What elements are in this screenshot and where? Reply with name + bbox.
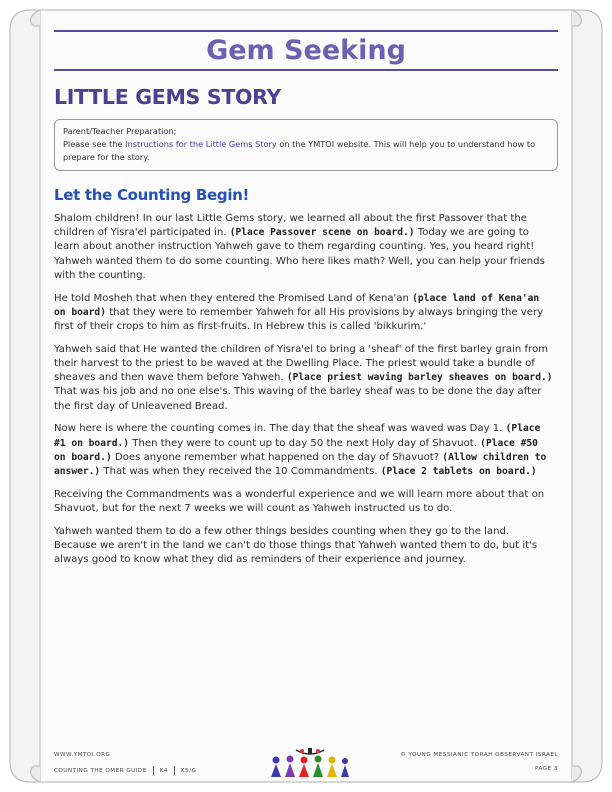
stage-direction: (Allow children to answer.) [54, 451, 547, 478]
story-text: Receiving the Commandments was a wonderful experience and we will learn more about that on Shavuot, but for the next 7 weeks we will count as Yahweh instructed us to do. [54, 488, 545, 515]
preparation-heading: Parent/Teacher Preparation; [63, 126, 177, 136]
stage-direction: (place land of Kena'an on board) [54, 292, 540, 318]
story-paragraph [54, 422, 554, 479]
preparation-text-after: on the YMTOI website. This will help you to understand how to prepare for the story. [63, 139, 536, 162]
story-text: Then they were to count up to day 50 the next Holy day of Shavuot. [129, 437, 481, 449]
footer-guide-info [54, 766, 196, 775]
story-text: He told Mosheh that when they entered the Promised Land of Kena'an [54, 292, 413, 304]
footer-copyright: © YOUNG MESSIANIC TORAH OBSERVANT ISRAEL [400, 752, 558, 758]
story-text: Today we are going to learn about another instruction Yahweh gave to them regarding counting. Yes, you heard right! Yahweh wanted them to do some counting. Who here likes math? Well, you can help your friends with the counting. [54, 227, 545, 281]
stage-direction: (Place #50 on board.) [54, 437, 538, 463]
story-text: That was his job and no one else's. This waving of the barley sheaf was to be done the day after the first day of Unleavened Bread. [54, 386, 542, 412]
story-heading: Let the Counting Begin! [54, 186, 250, 204]
story-text: Yahweh wanted them to do a few other things besides counting when they go to the land. Because we aren't in the land we can't do those things that Yahweh wanted them to do, but it's always good to know what they did as reminders of their experience and journey. [54, 525, 538, 566]
story-text: that they were to remember Yahweh for all His provisions by always bringing the very first of their crops to him as first-fruits. In Hebrew this is called 'bikkurim.' [54, 306, 544, 333]
story-text: That was when they received the 10 Commandments. [100, 466, 381, 478]
footer-website[interactable]: WWW.YMTOI.ORG [54, 752, 111, 758]
preparation-text [63, 138, 551, 164]
story-paragraph [54, 525, 554, 568]
footer-separator [174, 766, 175, 775]
ymtoi-logo [268, 746, 352, 780]
stage-direction: (Place Passover scene on board.) [229, 227, 415, 239]
section-title: LITTLE GEMS STORY [54, 85, 282, 109]
preparation-text-before: Please see the [63, 139, 126, 149]
stage-direction: (Place priest waving barley sheaves on board.) [286, 372, 553, 384]
footer-guide: COUNTING THE OMER GUIDE [54, 768, 147, 774]
story-paragraph [54, 488, 554, 516]
story-text: Now here is where the counting comes in. The day that the sheaf was waved was Day 1. [54, 423, 506, 435]
footer-grade-2: K5/G [180, 768, 197, 774]
story-body [54, 212, 554, 567]
story-text: Does anyone remember what happened on the day of Shavuot? [111, 451, 443, 463]
story-text: Yahweh said that He wanted the children of Yisra'el to bring a 'sheaf' of the first barley grain from their harvest to the priest to be waved at the Dwelling Place. The priest would take a bundle of sheaves and then wave them before Yahweh. [54, 343, 548, 384]
stage-direction: (Place #1 on board.) [54, 423, 541, 449]
story-text: Shalom children! In our last Little Gems story, we learned all about the first Passover that the children of Yisra'el participated in. [54, 213, 527, 239]
footer-separator [153, 766, 154, 775]
stage-direction: (Place 2 tablets on board.) [380, 466, 537, 478]
page-title: Gem Seeking [206, 35, 406, 66]
instructions-link[interactable]: Instructions for the Little Gems Story [125, 139, 277, 149]
preparation-box [54, 119, 558, 171]
title-rule-bottom [54, 69, 558, 71]
footer-page-number: PAGE 3 [535, 766, 558, 772]
story-paragraph [54, 292, 554, 335]
page-content [54, 30, 558, 576]
story-paragraph [54, 343, 554, 414]
footer-grade-1: K4 [159, 768, 168, 774]
story-paragraph [54, 212, 554, 283]
